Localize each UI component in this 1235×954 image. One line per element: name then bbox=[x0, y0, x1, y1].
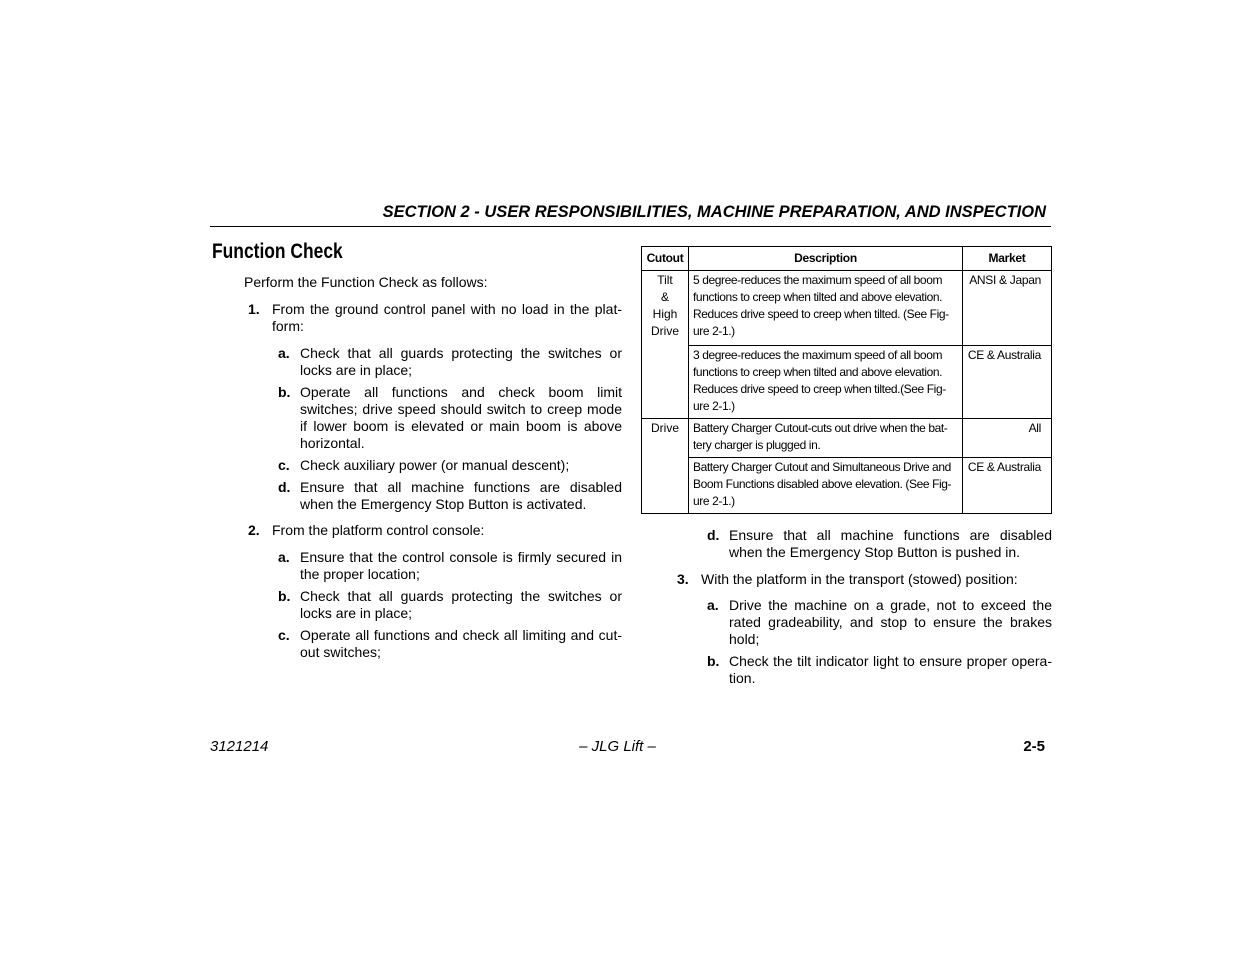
step-2 bbox=[244, 522, 622, 661]
step-3 bbox=[673, 571, 1052, 687]
left-column bbox=[244, 274, 622, 661]
substep-text-line: Ensure that the control console is firmly secured in bbox=[300, 548, 622, 565]
intro-text: Perform the Function Check as follows: bbox=[244, 273, 488, 290]
market-cell: CE & Australia bbox=[963, 458, 1052, 514]
cutout-cell bbox=[642, 271, 689, 419]
description-line: 5 degree-reduces the maximum speed of all boom bbox=[693, 273, 943, 287]
substep-text-line: rated gradeability, and stop to ensure the brakes bbox=[729, 613, 1052, 630]
substep-2d bbox=[701, 527, 1052, 561]
cutout-line: & bbox=[660, 290, 669, 304]
substep-text-line: out switches; bbox=[300, 643, 381, 660]
cutout-cell bbox=[642, 419, 689, 514]
table-header-cutout: Cutout bbox=[642, 247, 689, 271]
substep-text-line: switches; drive speed should switch to creep mode bbox=[300, 400, 622, 417]
substep-3a bbox=[701, 597, 1052, 648]
substep-text-line: Check the tilt indicator light to ensure proper opera- bbox=[729, 652, 1052, 669]
description-cell bbox=[689, 419, 963, 458]
substep-list bbox=[272, 345, 622, 513]
substep-text-line: hold; bbox=[729, 630, 760, 647]
substep-text-line: Check auxiliary power (or manual descent); bbox=[300, 456, 570, 473]
footer-center-text: – JLG Lift – bbox=[579, 738, 656, 755]
page-heading: Function Check bbox=[212, 240, 343, 263]
description-cell bbox=[689, 458, 963, 514]
substep-1a bbox=[272, 345, 622, 379]
substep-letter: d. bbox=[278, 478, 291, 495]
market-cell: ANSI & Japan bbox=[963, 271, 1052, 346]
table-header-row bbox=[642, 247, 1052, 271]
step-number: 2. bbox=[248, 521, 260, 538]
description-line: ure 2-1.) bbox=[693, 494, 735, 508]
footer-page-number: 2-5 bbox=[1023, 738, 1045, 755]
header-rule bbox=[210, 226, 1051, 227]
substep-text-line: Check that all guards protecting the switches or bbox=[300, 344, 622, 361]
substep-text-line: tion. bbox=[729, 669, 756, 686]
table-row bbox=[642, 419, 1052, 458]
substep-1d bbox=[272, 479, 622, 513]
step-text-line: With the platform in the transport (stowed) position: bbox=[701, 570, 1018, 587]
section-title: SECTION 2 - USER RESPONSIBILITIES, MACHINE PREPARATION, AND INSPECTION bbox=[382, 203, 1046, 221]
substep-text-line: Operate all functions and check all limiting and cut- bbox=[300, 626, 622, 643]
step-number: 3. bbox=[677, 570, 689, 587]
cutout-line: High bbox=[652, 307, 678, 321]
substep-1c bbox=[272, 457, 622, 474]
substep-2c bbox=[272, 627, 622, 661]
description-line: Reduces drive speed to creep when tilted.(See Fig- bbox=[693, 382, 946, 396]
substep-text-line: Drive the machine on a grade, not to exceed the bbox=[729, 596, 1052, 613]
description-line: ure 2-1.) bbox=[693, 399, 735, 413]
description-line: Battery Charger Cutout-cuts out drive when the bat- bbox=[693, 421, 948, 435]
substep-letter: b. bbox=[278, 587, 291, 604]
substep-text-line: Operate all functions and check boom limit bbox=[300, 383, 622, 400]
description-line: 3 degree-reduces the maximum speed of all boom bbox=[693, 348, 943, 362]
table-row bbox=[642, 458, 1052, 514]
substep-list bbox=[272, 549, 622, 661]
cutout-line: Drive bbox=[650, 421, 679, 435]
substep-text-line: horizontal. bbox=[300, 434, 365, 451]
table-row bbox=[642, 271, 1052, 346]
description-line: ure 2-1.) bbox=[693, 324, 735, 338]
substep-list bbox=[701, 597, 1052, 687]
step-2-continued bbox=[673, 527, 1052, 561]
substep-letter: d. bbox=[707, 526, 720, 543]
description-line: tery charger is plugged in. bbox=[693, 438, 821, 452]
description-line: Boom Functions disabled above elevation. (See Fig- bbox=[693, 477, 952, 491]
step-text-line: From the platform control console: bbox=[272, 521, 485, 538]
description-line: Reduces drive speed to creep when tilted. (See Fig- bbox=[693, 307, 949, 321]
substep-letter: c. bbox=[278, 456, 290, 473]
substep-letter: b. bbox=[278, 383, 291, 400]
step-text-line: From the ground control panel with no load in the plat- bbox=[272, 300, 622, 317]
substep-text-line: the proper location; bbox=[300, 565, 420, 582]
description-line: functions to creep when tilted and above elevation. bbox=[693, 365, 943, 379]
substep-letter: a. bbox=[278, 344, 290, 361]
right-column bbox=[673, 527, 1052, 687]
substep-letter: b. bbox=[707, 652, 720, 669]
step-text-line: form: bbox=[272, 317, 304, 334]
description-line: functions to creep when tilted and above elevation. bbox=[693, 290, 943, 304]
substep-text-line: locks are in place; bbox=[300, 361, 413, 378]
cutout-table bbox=[641, 246, 1052, 514]
substep-text-line: Ensure that all machine functions are disabled bbox=[729, 526, 1052, 543]
table-header-description: Description bbox=[689, 247, 963, 271]
description-cell bbox=[689, 271, 963, 346]
market-cell: CE & Australia bbox=[963, 346, 1052, 419]
cutout-line: Tilt bbox=[657, 273, 673, 287]
substep-3b bbox=[701, 653, 1052, 687]
substep-text-line: Ensure that all machine functions are disabled bbox=[300, 478, 622, 495]
substep-letter: c. bbox=[278, 626, 290, 643]
substep-text-line: Check that all guards protecting the switches or bbox=[300, 587, 622, 604]
description-cell bbox=[689, 346, 963, 419]
substep-2b bbox=[272, 588, 622, 622]
description-line: Battery Charger Cutout and Simultaneous Drive and bbox=[693, 460, 951, 474]
substep-text-line: when the Emergency Stop Button is pushed in. bbox=[729, 543, 1021, 560]
substep-1b bbox=[272, 384, 622, 452]
market-cell: All bbox=[963, 419, 1052, 458]
substep-letter: a. bbox=[707, 596, 719, 613]
step-1 bbox=[244, 301, 622, 513]
table-header-market: Market bbox=[963, 247, 1052, 271]
table-row bbox=[642, 346, 1052, 419]
substep-letter: a. bbox=[278, 548, 290, 565]
substep-text-line: if lower boom is elevated or main boom is above bbox=[300, 417, 622, 434]
substep-2a bbox=[272, 549, 622, 583]
cutout-line: Drive bbox=[650, 324, 679, 338]
substep-text-line: locks are in place; bbox=[300, 604, 413, 621]
substep-text-line: when the Emergency Stop Button is activated. bbox=[300, 495, 587, 512]
step-number: 1. bbox=[248, 300, 260, 317]
footer-doc-number: 3121214 bbox=[210, 738, 269, 755]
